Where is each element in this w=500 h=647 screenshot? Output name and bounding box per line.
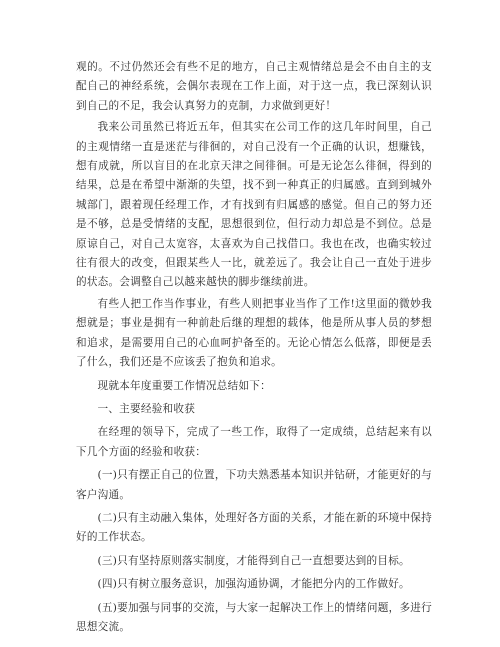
paragraph-self-reflection: 我来公司虽然已将近五年，但其实在公司工作的这几年时间里，自己的主观情绪一直是迷茫与徘徊的，对自己没有一个正确的认识，想赚钱，想有成就，所以盲目的在北京天津之间徘徊。可是无论怎么徘徊，得到的结果，总是在希望中渐渐的失望，找不到一种真正的归属感。直到到城外城部门，跟着现任经理工作，才有找到有归属感的感觉。但自己的努力还是不够，总是受情绪的支配，思想很到位，但行动力却总是不到位。总是原谅自己，对自己太宽容，太喜欢为自己找借口。我也在改，也确实较过往有很大的改变，但跟某些人一比，就差远了。我会让自己一直处于进步的状态。会调整自己以越来越快的脚步继续前进。 (76, 121, 432, 289)
list-item-3: (三)只有坚持原则落实制度，才能得到自己一直想要达到的目标。 (97, 554, 410, 567)
paragraph-continuation: 观的。不过仍然还会有些不足的地方，自己主观情绪总是会不由自主的支配自己的神经系统，会偶尔表现在工作上面，对于这一点，我已深刻认识到自己的不足，我会认真努力的克制，力求做到更好！ (76, 61, 432, 112)
document-body (76, 58, 432, 637)
paragraph-summary-intro: 现就本年度重要工作情况总结如下： (97, 379, 271, 392)
section-heading-experience: 一、主要经验和收获 (97, 402, 196, 415)
list-item-5: (五)要加强与同事的交流，与大家一起解决工作上的情绪问题，多进行思想交流。 (76, 601, 432, 633)
list-item-4: (四)只有树立服务意识，加强沟通协调，才能把分内的工作做好。 (97, 578, 410, 591)
list-item-2: (二)只有主动融入集体，处理好各方面的关系，才能在新的环境中保持好的工作状态。 (76, 511, 432, 544)
paragraph-experience-intro: 在经理的领导下，完成了一些工作，取得了一定成绩，总结起来有以下几个方面的经验和收获： (76, 426, 432, 458)
list-item-1: (一)只有摆正自己的位置，下功夫熟悉基本知识并钻研，才能更好的与客户沟通。 (76, 469, 432, 501)
paragraph-career-view: 有些人把工作当作事业，有些人则把事业当作了工作!这里面的微妙我想就是；事业是拥有一种前赴后继的理想的载体，他是所从事人员的梦想和追求，是需要用自己的心血呵护备至的。无论心情怎么低落，即便是丢了什么，我们还是不应该丢了抱负和追求。 (76, 297, 432, 369)
